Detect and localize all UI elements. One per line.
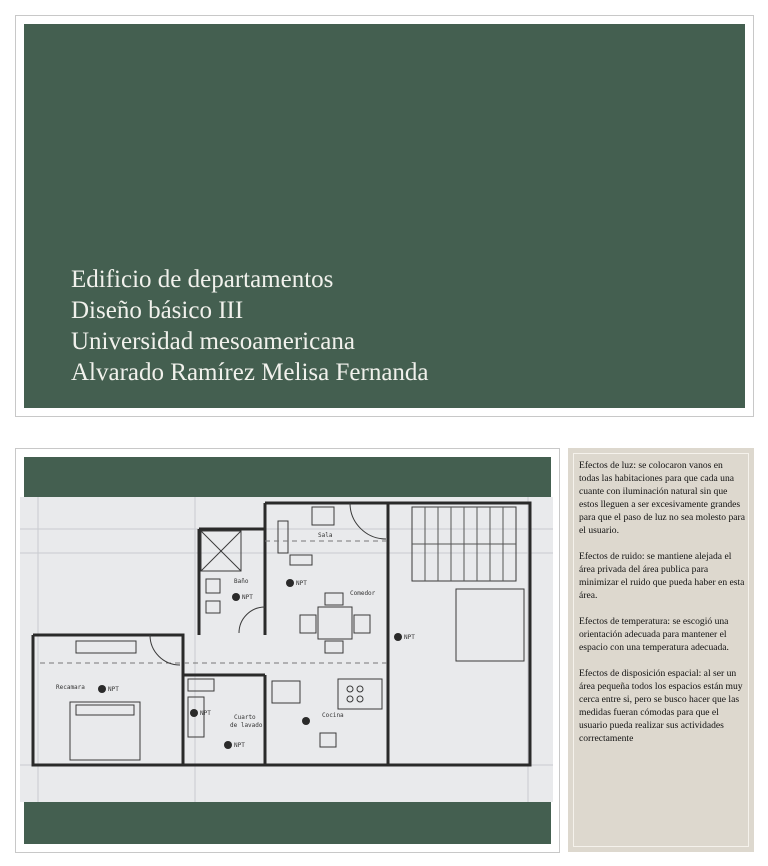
plan-label-npt: NPT xyxy=(108,686,119,693)
title-line-author: Alvarado Ramírez Melisa Fernanda xyxy=(71,359,429,386)
title-line-project: Edificio de departamentos xyxy=(71,266,334,293)
title-slide-background xyxy=(24,24,745,408)
title-slide[interactable] xyxy=(15,15,754,417)
plan-label-npt: NPT xyxy=(296,580,307,587)
plan-label-recamara: Recamara xyxy=(56,684,85,691)
note-noise-effects: Efectos de ruido: se mantiene alejada el área privada del área publica para minimizar el ruido que pueda haber en esta área. xyxy=(579,551,745,601)
plan-label-npt: NPT xyxy=(200,710,211,717)
title-line-course: Diseño básico III xyxy=(71,297,244,324)
plan-label-npt: NPT xyxy=(234,742,245,749)
plan-label-comedor: Comedor xyxy=(350,590,376,597)
plan-label-cuarto-lavado-1: Cuarto xyxy=(234,714,256,721)
plan-label-npt: NPT xyxy=(242,594,253,601)
plan-label-bano: Baño xyxy=(234,578,249,585)
plan-label-cuarto-lavado-2: de lavado xyxy=(230,722,263,729)
floor-plan-slide[interactable] xyxy=(15,448,560,853)
title-line-university: Universidad mesoamericana xyxy=(71,328,355,355)
plan-label-npt: NPT xyxy=(404,634,415,641)
plan-label-cocina: Cocina xyxy=(322,712,344,719)
notes-text-box xyxy=(573,453,749,847)
plan-label-sala: Sala xyxy=(318,532,333,539)
floor-plan-image xyxy=(20,497,553,802)
note-light-effects: Efectos de luz: se colocaron vanos en todas las habitaciones para que cada una cuante con iluminación natural sin que estos lleguen a ser excesivamente grandes para que el paso de luz no sea molesto para el usuario. xyxy=(579,460,745,536)
note-temperature-effects: Efectos de temperatura: se escogió una orientación adecuada para mantener el espacio con una temperatura adecuada. xyxy=(579,616,729,653)
note-spatial-effects: Efectos de disposición espacial: al ser un área pequeña todos los espacios están muy cerca entre si, pero se busco hacer que las medidas fueran cómodas para que el usuario pueda realizar sus actividades correctamente xyxy=(579,668,743,744)
notes-panel xyxy=(568,448,754,852)
title-text-block xyxy=(71,264,429,388)
